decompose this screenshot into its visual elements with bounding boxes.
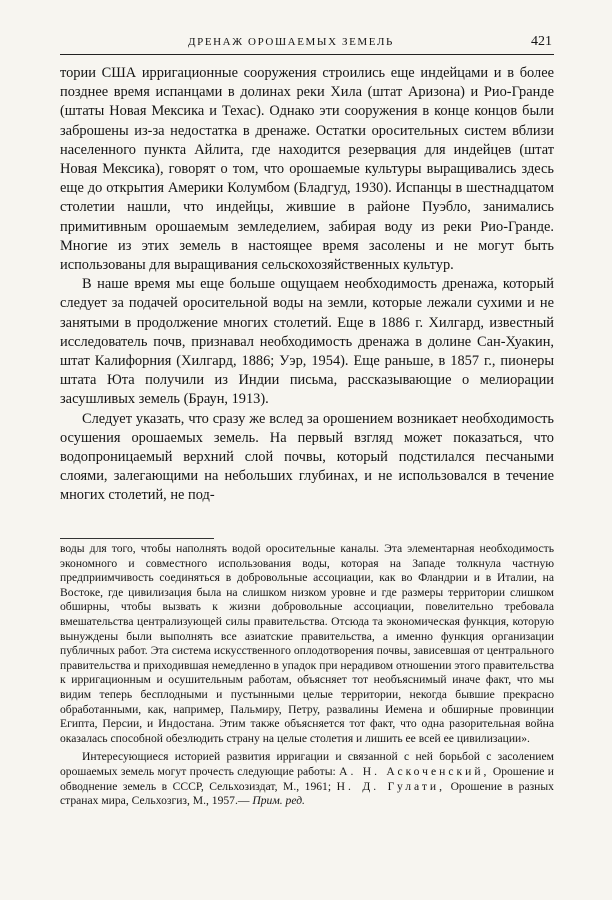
footnote-separator [60,538,214,539]
work-1: Орошение и обводнение земель в СССР, Сельхозиздат, М., 1961; [60,764,554,793]
footnote-continuation: воды для того, чтобы наполнять водой оросительные каналы. Эта элементарная необходимость экономного и совместного использования воды, которая на Западе толкнула частную предприимчивость соединяться в добровольные ассоциации, как во Фландрии и в Италии, на Востоке, где цивилизация была на слишком низком уровне и где размеры территории слишком обширны, чтобы вызвать к жизни добровольные ассоциации, повелительно требовала вмешательства централизующей силы правительства. Отсюда та экономическая функция, которую вынуждены были выполнять все азиатские правительства, а именно функция организации публичных работ. Эта система искусственного оплодотворения почвы, зависевшая от центрального правительства и приходившая немедленно в упадок при нерадивом отношении этого правительства к ирригационным и осушительным работам, объясняет тот необъяснимый иначе факт, что мы видим теперь бесплодными и пустынными целые территории, некогда бывшие прекрасно обработанными, как, например, Пальмиру, Петру, развалины Иемена и обширные провинции Египта, Персии, и Индостана. Этим также объясняется тот факт, что одна разорительная война оказалась способной обезлюдить страну на целые столетия и лишить ее всей ее цивилизации». [60,542,554,745]
editor-footnote [60,750,554,808]
footnotes [60,542,554,809]
paragraph-1: тории США ирригационные сооружения строились еще индейцами и в более позднее время испанцами в долинах реки Хила (штат Аризона) и Рио-Гранде (штаты Новая Мексика и Техас). Однако эти сооружения в конце концов были заброшены из-за недостатка в дренаже. Остатки оросительных систем вблизи населенного пункта Айлита, где находится резервация для индейцев (штат Новая Мексика), говорят о том, что орошаемые культуры выращивались здесь еще до открытия Америки Колумбом (Бладгуд, 1930). Испанцы в шестнадцатом столетии нашли, что индейцы, жившие в районе Пуэбло, занимались примитивным орошаемым земледелием, забирая воду из реки Рио-Гранде. Многие из этих земель в настоящее время засолены и не могут быть использованы для выращивания сельскохозяйственных культур. [60,65,554,274]
editor-note: Прим. ред. [252,794,305,808]
running-header [60,34,554,55]
paragraph-2: В наше время мы еще больше ощущаем необходимость дренажа, который следует за подачей оросительной воды на земли, которые лежали сухими и не занятыми в продолжение многих столетий. Еще в 1886 г. Хилгард, известный исследователь почв, признавал необходимость дренажа в долине Сан-Хуакин, штат Калифорния (Хилгард, 1886; Уэр, 1954). Еще раньше, в 1857 г., пионеры штата Юта получили из Индии письма, рассказывающие о мелиорации засушливых земель (Браун, 1913). [60,276,554,408]
page-number: 421 [531,34,552,49]
author-1: А. Н. Аскоченский, [339,764,490,778]
running-title: ДРЕНАЖ ОРОШАЕМЫХ ЗЕМЕЛЬ [188,36,394,48]
work-2: Орошение в разных странах мира, Сельхозгиз, М., 1957.— [60,779,554,808]
footnote-intro: Интересующиеся историей развития ирригации и связанной с ней борьбой с засолением орошаемых земель могут прочесть следующие работы: [60,750,554,778]
main-text [60,64,554,506]
paragraph-3: Следует указать, что сразу же вслед за орошением возникает необходимость осушения орошаемых земель. На первый взгляд может показаться, что водопроницаемый верхний слой почвы, который подстилался песчаными слоями, залегающими на небольших глубинах, и не использовался в течение многих столетий, не под- [60,410,554,504]
author-2: Н. Д. Гулати, [336,779,446,793]
